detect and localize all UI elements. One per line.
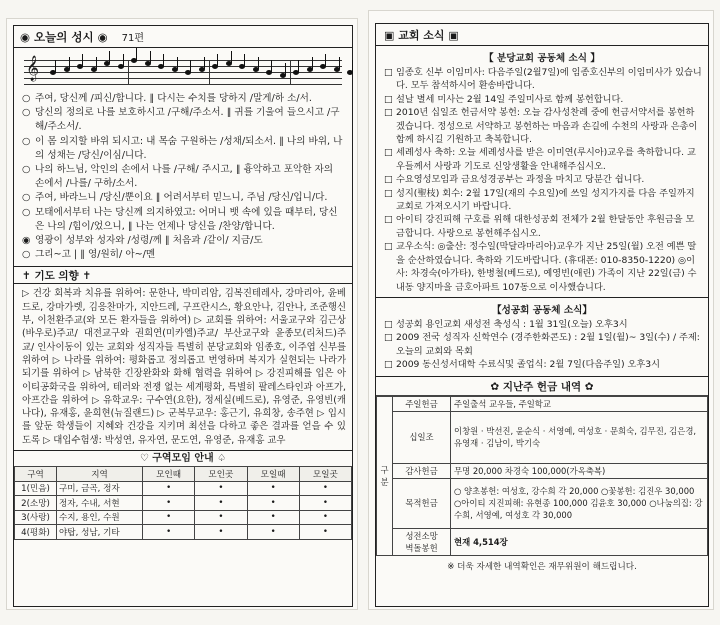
verse-amen: ○ 그리~고 | ∥ 영/원히/ 아~/멘 (22, 249, 156, 261)
checkbox-icon: □ (384, 174, 393, 186)
checkbox-icon: □ (384, 318, 393, 330)
table-row: 목적헌금 ○ 양초봉헌: 여성호, 강수희 각 20,000 ○꽃봉헌: 김진우 30,000 ○아이티 지진피해: 유현종 100,000 김윤호 30,000 ○나눔의집: 강수희, 서영예, 여성호 각 30,000 (377, 478, 708, 528)
checkbox-icon: □ (384, 67, 393, 78)
psalm-number: 71편 (121, 33, 145, 44)
list-item: □ 2009 동신성서대학 수료식및 졸업식: 2월 7일(다음주일) 오후3시 (384, 359, 660, 371)
list-item: □ 성지(聖枝) 회수: 2월 17일(재의 수요일)에 쓰일 성지가지를 다음 주일까지 교회로 가져오시기 바랍니다. (384, 187, 695, 213)
verse-3: ○ 이 몸 의지할 바위 되시고: 내 목숨 구원하는 /성채/되소서. ∥ 나의 바위, 나의 성채는 /당신/이심/니다. (22, 135, 343, 161)
left-frame (13, 25, 353, 607)
list-item: □ 세례성사 축하: 오늘 세례성사를 받은 이미연(루시아)교우를 축하합니다. 교우들께서 사랑과 기도로 신앙생활을 안내해주십시오. (384, 147, 696, 172)
list-item: □ 2009 전국 성직자 신학연수 (경주한화콘도) : 2월 1일(월)~ 3일(수) / 주제: 오늘의 교회와 목회 (384, 332, 700, 357)
note-stem (177, 57, 178, 69)
verse-6: ○ 모태에서부터 나는 당신께 의지하였고: 어머니 뱃 속에 있을 때부터, 당신은 나의 /힘이/었으니, ∥ 나는 언제나 당신을 /찬양/합니다. (22, 206, 338, 232)
note-stem (136, 48, 137, 60)
checkbox-icon: □ (384, 241, 393, 253)
psalm-verses (14, 92, 352, 262)
prayer-text: ▷ 건강 회복과 치유를 위하여: 문한나, 박미리암, 김복진테레사, 강마리아, 윤베드로, 강마가렛, 김응찬마가, 지안드레, 구프란시스, 황요안나, 김안나, 조준행신부, 이천환주교(와 모든 환자들을 위하여) ▷ 교회를 위하여: 서울교구와 김근상(바우로)주교/ 대전교구와 권희연(미카엘)주교/ 부산교구와 윤종모(리처드)주교/ 인사이동이 있는 교회와 성직자들 특별히 분당교회와 임종호, 이주엽 신부를 위하여 ▷ 나라를 위하여: 평화롭고 정의롭고 번영하며 복지가 실현되는 나라가 되기를 위하여 ▷ 남북한 긴장완화와 화해 협력을 위하여 ▷ 강진피해를 입은 아이티공화국을 위하여, 테러와 전쟁 없는 세계평화, 특별히 팔레스타인과 아프가, 아프간을 위하여 ▷ 유학교우: 구수연(요한), 정세실(베드로), 유영준, 유영빈(캐나다), 유재홍, 윤희현(뉴질랜드) ▷ 군복무교우: 홍근기, 유희창, 송주현 ▷ 입시를 앞둔 학생들이 지혜와 건강을 지키며 최선을 다하고 좋은 결과를 얻을 수 있도록 ▷ 대입수험생: 박성연, 유자연, 문도연, 유영준, 유재홍 교우 (22, 288, 346, 446)
note-stem (204, 57, 205, 69)
treble-clef-icon: 𝄞 (26, 56, 40, 81)
note-stem (109, 51, 110, 63)
note-stem (244, 54, 245, 66)
note-stem (190, 60, 191, 72)
bar-line (128, 60, 129, 84)
parish-news-banner: 【 분당교회 공동체 소식 】 (484, 53, 600, 64)
table-row: 성전소망 벽돌봉헌 현재 4,514장 (377, 528, 708, 555)
note-stem (96, 57, 97, 69)
verse-gloria: ◉ 영광이 성부와 성자와 /성령/께 ∥ 처음과 /같이/ 지금/도 (22, 235, 263, 247)
note-stem (271, 60, 272, 72)
offering-side-label: 구분 (377, 396, 393, 555)
offering-footnote: ※ 더욱 자세한 내역확인은 재무위원이 해드립니다. (447, 561, 637, 572)
offering-table (376, 396, 708, 556)
note-stem (55, 60, 56, 72)
note-stem (339, 57, 340, 69)
note-stem (123, 54, 124, 66)
checkbox-icon: □ (384, 332, 393, 344)
checkbox-icon: □ (384, 93, 393, 105)
note-stem (298, 60, 299, 72)
note-stem (69, 57, 70, 69)
meeting-table (14, 466, 352, 540)
checkbox-icon: □ (384, 187, 393, 199)
list-item: □ 아이티 강진피해 구호를 위해 대한성공회 전체가 2월 한달동안 후원금을 모금합니다. 사랑으로 봉헌해주십시오. (384, 214, 695, 239)
verse-1: ○ 주여, 당신께 /피신/합니다. ∥ 다시는 수치를 당하지 /말게/하 소/서. (22, 93, 312, 104)
list-item: □ 설날 별세 미사는 2월 14일 주일미사로 함께 봉헌합니다. (384, 93, 624, 105)
checkbox-icon: □ (384, 107, 393, 119)
table-row: 구분 주일헌금 주일출석 교우들, 주일학교 (377, 396, 708, 411)
note-stem (150, 51, 151, 63)
checkbox-icon: □ (384, 147, 393, 159)
anglican-news-banner: 【성공회 공동체 소식】 (491, 304, 592, 316)
bar-line (209, 60, 210, 84)
music-staff (24, 52, 342, 90)
note-stem (352, 60, 353, 72)
list-item: □ 2010년 십일조 헌금서약 봉헌: 오늘 감사성찬례 중에 헌금서약서를 봉헌하겠습니다. 정성으로 서약하고 봉헌하는 마음과 손길에 수천의 사랑과 은총이 함께 하시길 기원하고 축복합니다. (384, 107, 698, 146)
list-item: □ 교우소식: ◎출산: 정수일(막달라마리아)교우가 지난 25일(월) 오전 예쁜 딸을 순산하였습니다. 축하와 기도바랍니다. (휴대폰: 010-8350-1220) ◎이사: 차경숙(아가타), 한병철(베드로), 예영빈(애린) 가족이 지난 22일(금) 수내동 양지마을 금호아파트 107동으로 이사했습니다. (384, 241, 697, 293)
verse-5: ○ 주여, 바라느니 /당신/뿐이요 ∥ 어려서부터 믿느니, 주님 /당신/입니/다. (22, 192, 328, 204)
meeting-header-row: 구역 지역 모인때 모인곳 모일때 모일곳 (15, 467, 352, 482)
checkbox-icon: □ (384, 359, 393, 371)
offering-title: ✿ 지난주 헌금 내역 ✿ (376, 376, 708, 396)
note-stem (231, 51, 232, 63)
bar-line (290, 60, 291, 84)
note-stem (163, 54, 164, 66)
list-item: □ 성공회 용인교회 새성전 축성식 : 1월 31일(오늘) 오후3시 (384, 318, 628, 330)
checkbox-icon: □ (384, 214, 393, 226)
verse-2: ○ 당신의 정의로 나를 보호하시고 /구해/주소서. ∥ 귀를 기울여 들으시고 /구해/주소서/. (22, 107, 340, 133)
right-frame (375, 23, 709, 607)
right-page (368, 10, 714, 610)
list-item: □ 수요영성모임과 금요성경공부는 과정을 마치고 당분간 쉽니다. (384, 174, 645, 186)
psalm-header (14, 26, 352, 48)
note-stem (258, 57, 259, 69)
parish-news-list (376, 66, 708, 294)
table-row: 감사헌금 무명 20,000 차경숙 100,000(가옥축복) (377, 463, 708, 478)
note-stem (82, 54, 83, 66)
psalm-title: ◉ 오늘의 성시 ◉ (20, 29, 108, 44)
meeting-title: ♡ 구역모임 안내 ♤ (14, 450, 352, 466)
note-stem (285, 63, 286, 75)
note-stem (312, 57, 313, 69)
left-page (6, 18, 358, 610)
note-stem (217, 54, 218, 66)
table-row: 십일조 이창원 · 박선진, 윤순식 · 서영예, 여성호 · 문희숙, 김무진, 김은경, 유영재 · 김남이, 박기숙 (377, 411, 708, 463)
anglican-news-list (376, 318, 708, 372)
church-news-title: ▣ 교회 소식 ▣ (376, 24, 708, 46)
table-row: 2(소망) 정자, 수내, 서현 • • • • (15, 496, 352, 511)
table-row: 1(민음) 구미, 금곡, 정자 • • • • (15, 481, 352, 496)
prayer-title: ✝ 기도 의향 ✝ (14, 266, 352, 284)
list-item: □ 임종호 신부 이임미사: 다음주일(2월7일)에 임종호신부의 이임미사가 있습니다. 모두 참석하시어 환송바랍니다. (384, 67, 702, 92)
table-row: 3(사랑) 수지, 용인, 수원 • • • • (15, 510, 352, 525)
verse-4: ○ 나의 하느님, 악인의 손에서 나를 /구해/ 주시고, ∥ 흉악하고 포악한 자의 손에서 /나를/ 구하/소서. (22, 164, 334, 190)
table-row: 4(평화) 야탑, 성남, 기타 • • • • (15, 525, 352, 540)
note-stem (325, 54, 326, 66)
